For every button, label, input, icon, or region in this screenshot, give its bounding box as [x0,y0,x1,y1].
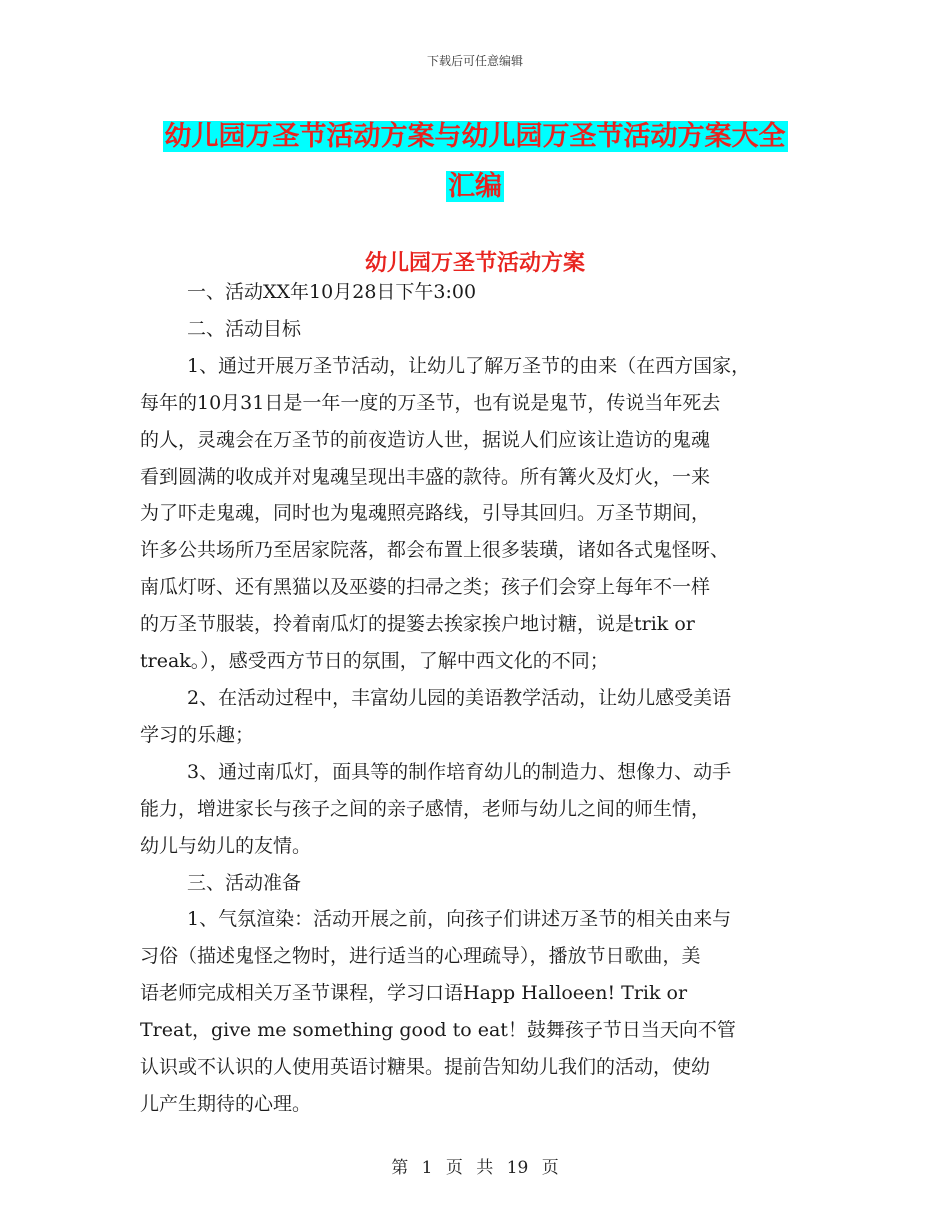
body-line: 每年的10月31日是一年一度的万圣节，也有说是鬼节，传说当年死去 [140,391,721,414]
section-title: 幼儿园万圣节活动方案 [364,250,585,276]
body-line: 儿产生期待的心理。 [140,1092,312,1115]
body-line: 一、活动XX年10月28日下午3:00 [187,281,477,303]
page-footer: 第 1 页 共 19 页 [391,1158,559,1178]
body-line: 的万圣节服装，拎着南瓜灯的提篓去挨家挨户地讨糖，说是trik or [140,613,695,636]
body-line: 为了吓走鬼魂，同时也为鬼魂照亮路线，引导其回归。万圣节期间， [140,502,711,525]
body-line: 三、活动准备 [187,871,302,894]
body-line: 南瓜灯呀、还有黑猫以及巫婆的扫帚之类；孩子们会穿上每年不一样 [140,576,711,599]
body-line: 二、活动目标 [187,317,302,340]
body-line: 学习的乐趣； [140,723,255,746]
document-body [140,274,812,1123]
body-line: Treat，give me something good to eat！鼓舞孩子节日当天向不管 [140,1019,736,1042]
body-line: 3、通过南瓜灯，面具等的制作培育幼儿的制造力、想像力、动手 [187,760,732,783]
body-line: treak。），感受西方节日的氛围，了解中西文化的不同； [140,650,609,673]
body-line: 1、通过开展万圣节活动，让幼儿了解万圣节的由来（在西方国家， [187,354,751,377]
body-line: 习俗（描述鬼怪之物时，进行适当的心理疏导），播放节日歌曲，美 [140,945,701,968]
document-title [0,112,950,212]
body-line: 1、气氛渲染：活动开展之前，向孩子们讲述万圣节的相关由来与 [187,908,732,931]
body-line: 能力，增进家长与孩子之间的亲子感情，老师与幼儿之间的师生情， [140,797,711,820]
title-line-2: 汇编 [448,171,502,202]
body-line: 看到圆满的收成并对鬼魂呈现出丰盛的款待。所有篝火及灯火，一来 [140,465,711,488]
page-header: 下载后可任意编辑 [426,54,523,68]
title-line-1: 幼儿园万圣节活动方案与幼儿园万圣节活动方案大全 [164,121,786,152]
body-line: 语老师完成相关万圣节课程，学习口语Happ Halloeen! Trik or [140,982,688,1005]
body-line: 2、在活动过程中，丰富幼儿园的美语教学活动，让幼儿感受美语 [187,686,732,709]
body-line: 认识或不认识的人使用英语讨糖果。提前告知幼儿我们的活动，使幼 [140,1056,711,1079]
body-line: 的人，灵魂会在万圣节的前夜造访人世，据说人们应该让造访的鬼魂 [140,428,711,451]
body-line: 幼儿与幼儿的友情。 [140,834,312,857]
body-line: 许多公共场所乃至居家院落，都会布置上很多装璜，诸如各式鬼怪呀、 [140,539,730,562]
